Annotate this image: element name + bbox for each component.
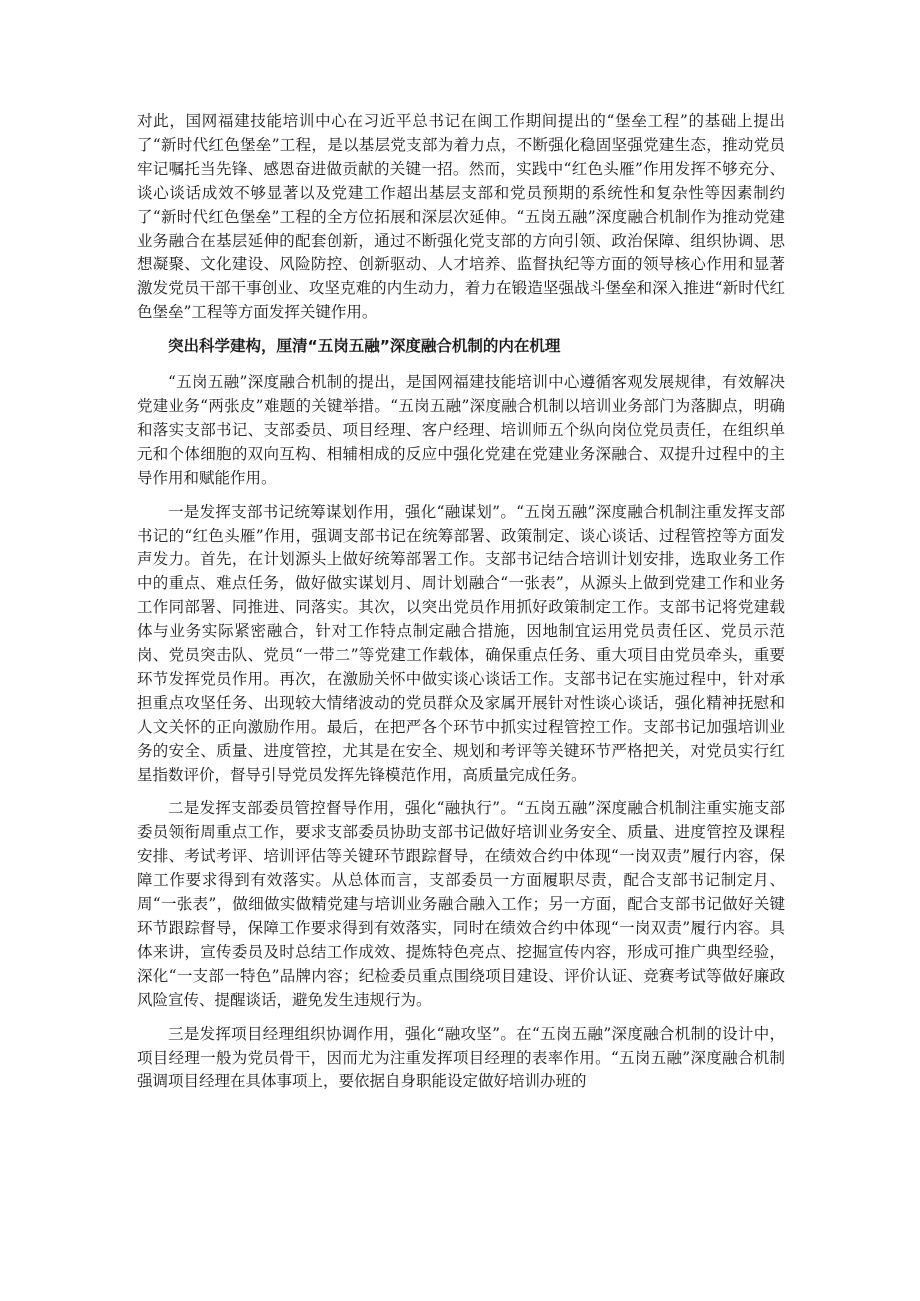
intro-paragraph: 对此，国网福建技能培训中心在习近平总书记在闽工作期间提出的“堡垒工程”的基础上提出了“新时代红色堡垒”工程，是以基层党支部为着力点，不断强化稳固坚强党建生态，推动党员牢记嘱托当先锋、感恩奋进做贡献的关键一招。然而，实践中“红色头雁”作用发挥不够充分、谈心谈话成效不够显著以及党建工作超出基层支部和党员预期的系统性和复杂性等因素制约了“新时代红色堡垒”工程的全方位拓展和深层次延伸。“五岗五融”深度融合机制作为推动党建业务融合在基层延伸的配套创新，通过不断强化党支部的方向引领、政治保障、组织协调、思想凝聚、文化建设、风险防控、创新驱动、人才培养、监督执纪等方面的领导核心作用和显著激发党员干部干事创业、攻坚克难的内生动力，着力在锻造坚强战斗堡垒和深入推进“新时代红色堡垒”工程等方面发挥关键作用。 xyxy=(137,112,785,322)
mechanism-paragraph: “五岗五融”深度融合机制的提出，是国网福建技能培训中心遵循客观发展规律，有效解决党建业务“两张皮”难题的关键举措。“五岗五融”深度融合机制以培训业务部门为落脚点，明确和落实支部书记、支部委员、项目经理、客户经理、培训师五个纵向岗位党员责任，在组织单元和个体细胞的双向互构、相辅相成的反应中强化党建在党建业务深融合、双提升过程中的主导作用和赋能作用。 xyxy=(137,373,785,487)
project-manager-paragraph: 三是发挥项目经理组织协调作用，强化“融攻坚”。在“五岗五融”深度融合机制的设计中，项目经理一般为党员骨干，因而尤为注重发挥项目经理的表率作用。“五岗五融”深度融合机制强调项目经理在具体事项上，要依据自身职能设定做好培训办班的 xyxy=(137,1024,785,1091)
committee-paragraph: 二是发挥支部委员管控督导作用，强化“融执行”。“五岗五融”深度融合机制注重实施支部委员领衔周重点工作，要求支部委员协助支部书记做好培训业务安全、质量、进度管控及课程安排、考试考评、培训评估等关键环节跟踪督导，在绩效合约中体现“一岗双责”履行内容，保障工作要求得到有效落实。从总体而言，支部委员一方面履职尽责，配合支部书记制定月、周“一张表”，做细做实做精党建与培训业务融合融入工作；另一方面，配合支部书记做好关键环节跟踪督导，保障工作要求得到有效落实，同时在绩效合约中体现“一岗双责”履行内容。具体来讲，宣传委员及时总结工作成效、提炼特色亮点、挖掘宣传内容，形成可推广典型经验，深化“一支部一特色”品牌内容；纪检委员重点围绕项目建设、评价认证、竞赛考试等做好廉政风险宣传、提醒谈话，避免发生违规行为。 xyxy=(137,799,785,1009)
secretary-paragraph: 一是发挥支部书记统筹谋划作用，强化“融谋划”。“五岗五融”深度融合机制注重发挥支部书记的“红色头雁”作用，强调支部书记在统筹部署、政策制定、谈心谈话、过程管控等方面发声发力。首先，在计划源头上做好统筹部署工作。支部书记结合培训计划安排，选取业务工作中的重点、难点任务，做好做实谋划月、周计划融合“一张表”，从源头上做到党建工作和业务工作同部署、同推进、同落实。其次，以突出党员作用抓好政策制定工作。支部书记将党建载体与业务实际紧密融合，针对工作特点制定融合措施，因地制宜运用党员责任区、党员示范岗、党员突击队、党员“一带二”等党建工作载体，确保重点任务、重大项目由党员牵头，重要环节发挥党员作用。再次，在激励关怀中做实谈心谈话工作。支部书记在实施过程中，针对承担重点攻坚任务、出现较大情绪波动的党员群众及家属开展针对性谈心谈话，强化精神抚慰和人文关怀的正向激励作用。最后，在把严各个环节中抓实过程管控工作。支部书记加强培训业务的安全、质量、进度管控，尤其是在安全、规划和考评等关键环节严格把关，对党员实行红星指数评价，督导引导党员发挥先锋模范作用，高质量完成任务。 xyxy=(137,502,785,784)
section-heading: 突出科学建构，厘清“五岗五融”深度融合机制的内在机理 xyxy=(168,337,561,356)
document-page xyxy=(137,110,785,1094)
